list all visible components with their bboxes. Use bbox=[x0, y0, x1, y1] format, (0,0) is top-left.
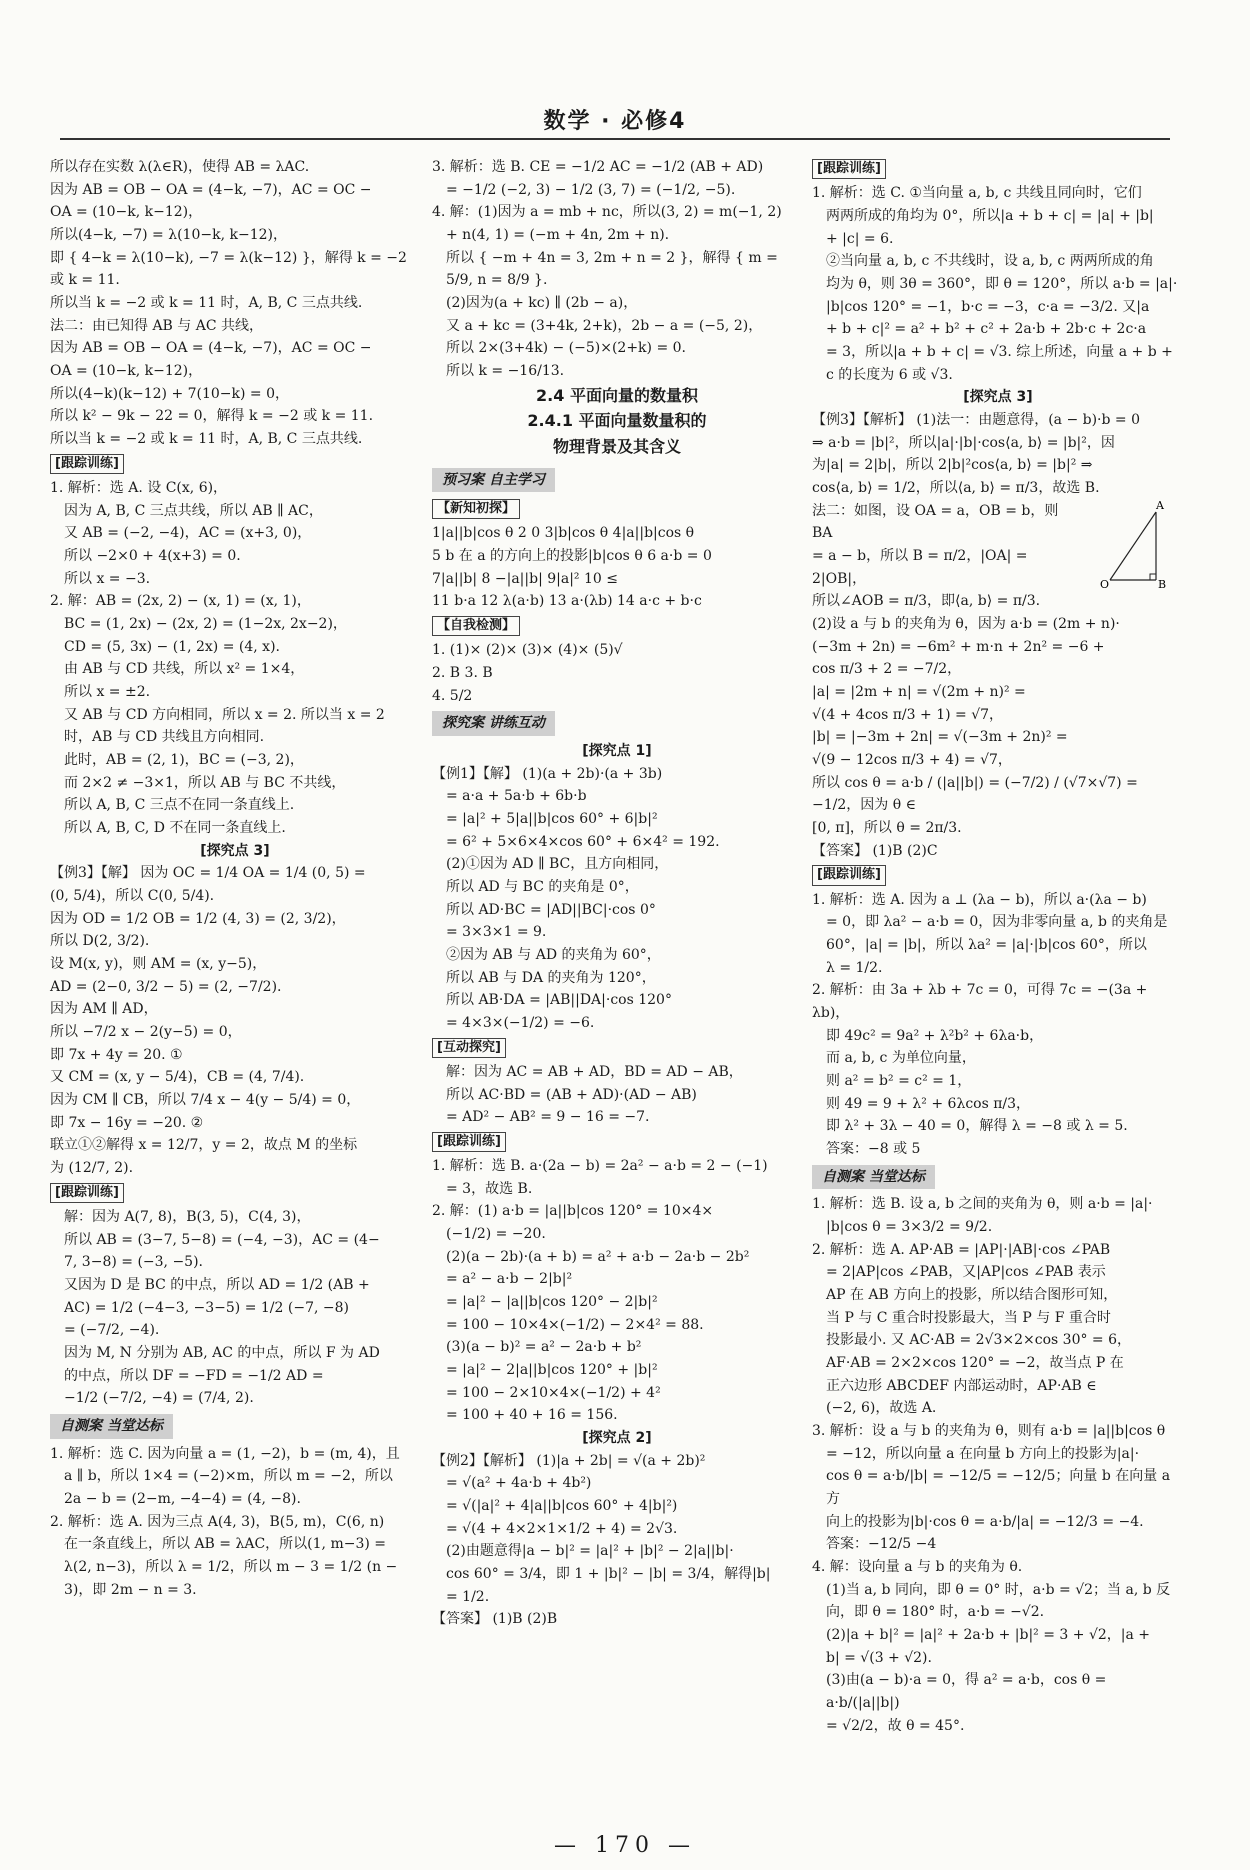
text-line: 1|a||b|cos θ 2 0 3|b|cos θ 4|a||b|cos θ bbox=[432, 525, 695, 542]
text-line: = a − b，所以 B = π/2，|OA| = 2|OB|， bbox=[812, 547, 1028, 587]
text-line: = |a|² − |a||b|cos 120° − 2|b|² bbox=[446, 1294, 658, 1311]
text-line: AC) = 1/2 (−4−3, −3−5) = 1/2 (−7, −8) bbox=[64, 1299, 349, 1316]
label-b: B bbox=[1158, 578, 1167, 590]
text-line: 所以 { −m + 4n = 3, 2m + n = 2 }，解得 { m = 5/9, n = 8/9 }. bbox=[446, 249, 778, 289]
text-line: OA = (10−k, k−12)， bbox=[50, 204, 203, 221]
section-tag: [跟踪训练] bbox=[812, 865, 886, 885]
text-line: 所以(4−k)(k−12) + 7(10−k) = 0， bbox=[50, 385, 290, 402]
text-line: (3)(a − b)² = a² − 2a·b + b² bbox=[446, 1339, 642, 1356]
text-line: √(9 − 12cos π/3 + 4) = √7， bbox=[812, 751, 1012, 768]
label-a: A bbox=[1156, 500, 1164, 512]
section-tag: [互动探究] bbox=[432, 1038, 506, 1058]
subsection-heading: 物理背景及其含义 bbox=[552, 436, 681, 456]
text-line: = √2/2，故 θ = 45°. bbox=[826, 1717, 965, 1734]
text-line: 所以 AB 与 DA 的夹角为 120°， bbox=[446, 969, 656, 986]
text-line: + |c| = 6. bbox=[826, 230, 894, 247]
text-line: 因为 AB = OB − OA = (4−k, −7)，AC = OC − bbox=[50, 181, 372, 198]
text-line: = 100 + 40 + 16 = 156. bbox=[446, 1407, 618, 1424]
text-line: BC = (1, 2x) − (2x, 2) = (1−2x, 2x−2)， bbox=[64, 615, 347, 632]
text-line: 由 AB 与 CD 共线，所以 x² = 1×4， bbox=[64, 661, 305, 678]
section-heading: [探究点 2] bbox=[582, 1430, 652, 1447]
text-line: AP 在 AB 方向上的投影，所以结合图形可知， bbox=[826, 1286, 1118, 1303]
text-line: 所以 AC·BD = (AB + AD)·(AD − AB) bbox=[446, 1086, 697, 1103]
section-banner: 探究案 讲练互动 bbox=[432, 711, 555, 736]
text-line: = 4×3×(−1/2) = −6. bbox=[446, 1014, 595, 1031]
text-line: 因为 OD = 1/2 OB = 1/2 (4, 3) = (2, 3/2)， bbox=[50, 910, 346, 927]
text-line: 【例2】【解析】 (1)|a + 2b| = √(a + 2b)² bbox=[432, 1452, 706, 1469]
text-line: [0, π]，所以 θ = 2π/3. bbox=[812, 820, 962, 836]
text-line: 1. 解析：选 B. 设 a, b 之间的夹角为 θ，则 a·b = |a|· bbox=[812, 1196, 1153, 1213]
text-line: (−1/2) = −20. bbox=[446, 1226, 546, 1243]
text-line: 1. 解析：选 A. 设 C(x, 6)， bbox=[50, 479, 228, 496]
column-left bbox=[50, 156, 420, 1601]
text-line: = AD² − AB² = 9 − 16 = −7. bbox=[446, 1109, 650, 1126]
text-line: 投影最小. 又 AC·AB = 2√3×2×cos 30° = 6， bbox=[826, 1332, 1132, 1349]
text-line: 又 AB 与 CD 方向相同，所以 x = 2. 所以当 x = 2 bbox=[64, 706, 385, 723]
section-tag: [跟踪训练] bbox=[50, 454, 124, 474]
text-line: 2. B 3. B bbox=[432, 664, 493, 681]
text-line: |b|cos 120° = −1，b·c = −3，c·a = −3/2. 又|a bbox=[826, 298, 1150, 315]
section-heading: [探究点 3] bbox=[963, 389, 1033, 406]
text-line: (2)由题意得|a − b|² = |a|² + |b|² − 2|a||b|· bbox=[446, 1543, 734, 1560]
text-line: 而 a, b, c 为单位向量， bbox=[826, 1050, 976, 1067]
text-line: λ(2, n−3)，所以 λ = 1/2，所以 m − 3 = 1/2 (n − bbox=[64, 1559, 398, 1576]
answer-line: 答案：−8 或 5 bbox=[826, 1140, 921, 1157]
text-line: b| = √(3 + √2). bbox=[826, 1649, 932, 1666]
text-line: 而 2×2 ≠ −3×1，所以 AB 与 BC 不共线， bbox=[64, 774, 346, 791]
text-line: 4. 解：(1)因为 a = mb + nc，所以(3, 2) = m(−1, 2) bbox=[432, 204, 782, 221]
text-line: 所以 cos θ = a·b / (|a||b|) = (−7/2) / (√7×√7) = −1/2，因为 θ ∈ bbox=[812, 774, 1138, 814]
text-line: 2a − b = (2−m, −4−4) = (4, −8). bbox=[64, 1491, 301, 1507]
text-line: 即 7x − 16y = −20. ② bbox=[50, 1114, 204, 1131]
text-line: 为 (12/7, 2). bbox=[50, 1160, 134, 1177]
text-line: 因为 AM ∥ AD， bbox=[50, 1001, 158, 1018]
text-line: (2)设 a 与 b 的夹角为 θ，因为 a·b = (2m + n)· bbox=[812, 615, 1120, 632]
text-line: 7|a||b| 8 −|a||b| 9|a|² 10 ≤ bbox=[432, 570, 618, 587]
text-line: 又 AB = (−2, −4)，AC = (x+3, 0)， bbox=[64, 525, 312, 542]
text-line: 1. 解析：选 B. a·(2a − b) = 2a² − a·b = 2 − (−1) bbox=[432, 1158, 768, 1175]
text-line: = 3，所以|a + b + c| = √3. 综上所述，向量 a + b + bbox=[826, 343, 1173, 360]
text-line: 60°，|a| = |b|，所以 λa² = |a|·|b|cos 60°，所以 bbox=[826, 936, 1147, 953]
page-title: 数学 · 必修4 bbox=[543, 109, 687, 134]
text-line: 则 a² = b² = c² = 1， bbox=[826, 1072, 972, 1089]
text-line: a ∥ b，所以 1×4 = (−2)×m，所以 m = −2，所以 bbox=[64, 1468, 393, 1485]
text-line: = 1/2. bbox=[446, 1588, 490, 1605]
text-line: + n(4, 1) = (−m + 4n, 2m + n). bbox=[446, 227, 670, 244]
text-line: 即 49c² = 9a² + λ²b² + 6λa·b， bbox=[826, 1027, 1044, 1044]
text-line: 向，即 θ = 180° 时，a·b = −√2. bbox=[826, 1604, 1045, 1621]
text-line: + b + c|² = a² + b² + c² + 2a·b + 2b·c + 2c·a bbox=[826, 321, 1147, 338]
text-line: 1. (1)× (2)× (3)× (4)× (5)√ bbox=[432, 642, 623, 659]
text-line: AF·AB = 2×2×cos 120° = −2，故当点 P 在 bbox=[826, 1354, 1124, 1371]
text-line: 所以 2×(3+4k) − (−5)×(2+k) = 0. bbox=[446, 340, 686, 357]
text-line: 法二：如图，设 OA = a，OB = b，则 BA bbox=[812, 502, 1059, 542]
text-line: 因为 CM ∥ CB，所以 7/4 x − 4(y − 5/4) = 0， bbox=[50, 1092, 361, 1109]
text-line: 在一条直线上，所以 AB = λAC，所以(1, m−3) = bbox=[64, 1536, 386, 1553]
text-line: 所以当 k = −2 或 k = 11 时，A, B, C 三点共线. bbox=[50, 431, 363, 448]
text-line: 2. 解析：选 A. 因为三点 A(4, 3)，B(5, m)，C(6, n) bbox=[50, 1513, 385, 1530]
text-line: 3. 解析：选 B. CE = −1/2 AC = −1/2 (AB + AD) bbox=[432, 159, 764, 175]
text-line: |b| = |−3m + 2n| = √(−3m + 2n)² = bbox=[812, 729, 1068, 746]
text-line: 7, 3−8) = (−3, −5). bbox=[64, 1254, 203, 1271]
text-line: 当 P 与 C 重合时投影最大，当 P 与 F 重合时 bbox=[826, 1309, 1111, 1326]
text-line: 所以 x = −3. bbox=[64, 570, 151, 587]
text-line: = 3，故选 B. bbox=[446, 1180, 533, 1197]
section-tag: [跟踪训练] bbox=[812, 159, 886, 179]
text-line: (2)①因为 AD ∥ BC，且方向相同， bbox=[446, 856, 669, 873]
text-line: 向上的投影为|b|·cos θ = a·b/|a| = −12/3 = −4. bbox=[826, 1513, 1144, 1530]
text-line: 因为 AB = OB − OA = (4−k, −7)，AC = OC − bbox=[50, 340, 372, 357]
text-line: 所以 −7/2 x − 2(y−5) = 0， bbox=[50, 1024, 242, 1041]
text-line: 所以 AB = (3−7, 5−8) = (−4, −3)，AC = (4− bbox=[64, 1231, 380, 1248]
text-line: 因为 A, B, C 三点共线，所以 AB ∥ AC， bbox=[64, 502, 323, 519]
section-heading: [探究点 3] bbox=[200, 842, 270, 859]
text-line: 为|a| = 2|b|，所以 2|b|²cos⟨a, b⟩ = |b|² ⇒ bbox=[812, 457, 1093, 474]
section-heading: 2.4 平面向量的数量积 bbox=[536, 385, 698, 405]
text-line: (0, 5/4)，所以 C(0, 5/4). bbox=[50, 888, 215, 905]
text-line: 又因为 D 是 BC 的中点，所以 AD = 1/2 (AB + bbox=[64, 1276, 370, 1293]
text-line: 【例3】【解】 因为 OC = 1/4 OA = 1/4 (0, 5) = bbox=[50, 865, 366, 882]
text-line: 又 CM = (x, y − 5/4)，CB = (4, 7/4). bbox=[50, 1069, 305, 1086]
text-line: 1. 解析：选 C. ①当向量 a, b, c 共线且同向时，它们 bbox=[812, 185, 1142, 202]
text-line: 所以∠AOB = π/3，即⟨a, b⟩ = π/3. bbox=[812, 593, 1041, 610]
text-line: √(4 + 4cos π/3 + 1) = √7， bbox=[812, 706, 1004, 723]
text-line: cos 60° = 3/4，即 1 + |b|² − |b| = 3/4，解得|b| bbox=[446, 1566, 771, 1583]
text-line: = 0，即 λa² − a·b = 0，因为非零向量 a, b 的夹角是 bbox=[826, 914, 1168, 931]
text-line: 1. 解析：选 A. 因为 a ⊥ (λa − b)，所以 a·(λa − b) bbox=[812, 891, 1147, 908]
text-line: 则 49 = 9 + λ² + 6λcos π/3， bbox=[826, 1095, 1031, 1112]
text-line: (−2, 6)，故选 A. bbox=[826, 1400, 937, 1417]
text-line: 3)，即 2m − n = 3. bbox=[64, 1581, 197, 1598]
text-line: = √(a² + 4a·b + 4b²) bbox=[446, 1475, 592, 1492]
text-line: (2)|a + b|² = |a|² + 2a·b + |b|² = 3 + √2，|a + bbox=[826, 1627, 1151, 1644]
text-line: 3. 解析：设 a 与 b 的夹角为 θ，则有 a·b = |a||b|cos θ bbox=[812, 1422, 1166, 1439]
text-line: 即 λ² + 3λ − 40 = 0，解得 λ = −8 或 λ = 5. bbox=[826, 1118, 1128, 1135]
text-line: 解：因为 A(7, 8)，B(3, 5)，C(4, 3)， bbox=[64, 1208, 311, 1225]
section-tag: [跟踪训练] bbox=[432, 1132, 506, 1152]
section-banner: 预习案 自主学习 bbox=[432, 468, 555, 493]
text-line: −1/2 (−7/2, −4) = (7/4, 2). bbox=[64, 1390, 254, 1407]
text-line: = −12，所以向量 a 在向量 b 方向上的投影为|a|· bbox=[826, 1445, 1140, 1462]
triangle-edge-oa bbox=[1110, 512, 1156, 580]
text-line: = 6² + 5×6×4×cos 60° + 6×4² = 192. bbox=[446, 833, 720, 850]
text-line: 4. 解：设向量 a 与 b 的夹角为 θ. bbox=[812, 1559, 1023, 1576]
text-line: 所以 k = −16/13. bbox=[446, 363, 565, 380]
subsection-heading: 2.4.1 平面向量数量积的 bbox=[527, 411, 707, 431]
text-line: 2. 解：(1) a·b = |a||b|cos 120° = 10×4× bbox=[432, 1203, 714, 1220]
section-tag: 【新知初探】 bbox=[432, 499, 520, 519]
text-line: 2. 解析：由 3a + λb + 7c = 0，可得 7c = −(3a + λb)， bbox=[812, 982, 1148, 1021]
text-line: (1)当 a, b 同向，即 θ = 0° 时，a·b = √2；当 a, b 反 bbox=[826, 1581, 1171, 1598]
text-line: |b|cos θ = 3×3/2 = 9/2. bbox=[826, 1218, 993, 1235]
text-line: (2)(a − 2b)·(a + b) = a² + a·b − 2a·b − 2b² bbox=[446, 1248, 750, 1265]
text-line: 即 { 4−k = λ(10−k), −7 = λ(k−12) }，解得 k = −2 或 k = 11. bbox=[50, 249, 407, 289]
right-angle-mark bbox=[1150, 574, 1156, 580]
text-line: ②当向量 a, b, c 不共线时，设 a, b, c 两两所成的角 bbox=[826, 253, 1154, 270]
text-line: = a·a + 5a·b + 6b·b bbox=[446, 788, 587, 805]
text-line: = |a|² − 2|a||b|cos 120° + |b|² bbox=[446, 1362, 658, 1379]
text-line: = 3×3×1 = 9. bbox=[446, 924, 547, 941]
text-line: 均为 θ，则 3θ = 360°，即 θ = 120°，所以 a·b = |a|· bbox=[826, 275, 1178, 292]
text-line: = |a|² + 5|a||b|cos 60° + 6|b|² bbox=[446, 810, 658, 827]
text-line: (2)因为(a + kc) ∥ (2b − a)， bbox=[446, 295, 638, 312]
text-line: 1. 解析：选 C. 因为向量 a = (1, −2)，b = (m, 4)，且 bbox=[50, 1445, 400, 1462]
text-line: = 2|AP|cos ∠PAB，又|AP|cos ∠PAB 表示 bbox=[826, 1264, 1106, 1281]
text-line: 又 a + kc = (3+4k, 2+k)，2b − a = (−5, 2)， bbox=[446, 317, 763, 334]
text-line: 2. 解：AB = (2x, 2) − (x, 1) = (x, 1)， bbox=[50, 593, 311, 610]
column-right bbox=[812, 156, 1184, 1737]
answer-line: 【答案】 (1)B (2)C bbox=[812, 842, 938, 859]
text-line: 2. 解析：选 A. AP·AB = |AP|·|AB|·cos ∠PAB bbox=[812, 1241, 1111, 1258]
text-line: 4. 5/2 bbox=[432, 687, 473, 704]
text-line: cos π/3 + 2 = −7/2， bbox=[812, 661, 962, 678]
text-line: 的中点，所以 DF = −FD = −1/2 AD = bbox=[64, 1367, 324, 1384]
text-line: 联立①②解得 x = 12/7，y = 2，故点 M 的坐标 bbox=[50, 1137, 358, 1154]
text-line: AD = (2−0, 3/2 − 5) = (2, −7/2). bbox=[50, 978, 282, 995]
text-line: ②因为 AB 与 AD 的夹角为 60°， bbox=[446, 946, 661, 963]
text-line: 【例1】【解】 (1)(a + 2b)·(a + 3b) bbox=[432, 765, 663, 782]
section-heading: [探究点 1] bbox=[582, 742, 652, 759]
text-line: 此时，AB = (2, 1)，BC = (−3, 2)， bbox=[64, 751, 304, 768]
answer-line: 答案：−12/5 −4 bbox=[826, 1536, 937, 1553]
text-line: 所以 D(2, 3/2). bbox=[50, 933, 150, 950]
text-line: 所以 A, B, C, D 不在同一条直线上. bbox=[64, 820, 286, 836]
text-line: 11 b·a 12 λ(a·b) 13 a·(λb) 14 a·c + b·c bbox=[432, 593, 702, 610]
text-line: 即 7x + 4y = 20. ① bbox=[50, 1046, 183, 1063]
answer-line: 【答案】 (1)B (2)B bbox=[432, 1611, 558, 1628]
text-line: ⇒ a·b = |b|²，所以|a|·|b|·cos⟨a, b⟩ = |b|²，因 bbox=[812, 434, 1115, 451]
text-line: = 100 − 10×4×(−1/2) − 2×4² = 88. bbox=[446, 1316, 704, 1333]
text-line: = a² − a·b − 2|b|² bbox=[446, 1271, 573, 1288]
text-line: cos⟨a, b⟩ = 1/2，所以⟨a, b⟩ = π/3，故选 B. bbox=[812, 479, 1100, 496]
text-line: c 的长度为 6 或 √3. bbox=[826, 366, 953, 383]
text-line: 所以 AB·DA = |AB||DA|·cos 120° bbox=[446, 992, 672, 1009]
section-tag: [跟踪训练] bbox=[50, 1183, 124, 1203]
text-line: = √(|a|² + 4|a||b|cos 60° + 4|b|²) bbox=[446, 1498, 678, 1515]
text-line: = √(4 + 4×2×1×1/2 + 4) = 2√3. bbox=[446, 1520, 678, 1537]
text-line: 所以 AD 与 BC 的夹角是 0°， bbox=[446, 878, 639, 895]
text-line: 解：因为 AC = AB + AD，BD = AD − AB， bbox=[446, 1063, 743, 1080]
section-banner: 自测案 当堂达标 bbox=[50, 1414, 173, 1439]
text-line: 法二：由已知得 AB 与 AC 共线， bbox=[50, 317, 264, 334]
text-line: 两两所成的角均为 0°，所以|a + b + c| = |a| + |b| bbox=[826, 207, 1154, 224]
text-line: 正六边形 ABCDEF 内部运动时，AP·AB ∈ bbox=[826, 1377, 1097, 1394]
text-line: 所以 x = ±2. bbox=[64, 683, 151, 700]
text-line: 所以当 k = −2 或 k = 11 时，A, B, C 三点共线. bbox=[50, 295, 363, 312]
column-middle bbox=[432, 156, 802, 1631]
header-rule bbox=[60, 138, 1170, 140]
text-line: 所以 AD·BC = |AD||BC|·cos 0° bbox=[446, 901, 656, 918]
text-line: OA = (10−k, k−12)， bbox=[50, 363, 203, 380]
text-line: 设 M(x, y)，则 AM = (x, y−5)， bbox=[50, 956, 267, 973]
page-header bbox=[60, 96, 1170, 146]
label-o: O bbox=[1100, 578, 1110, 590]
text-line: 所以 k² − 9k − 22 = 0，解得 k = −2 或 k = 11. bbox=[50, 408, 374, 425]
text-line: 所以(4−k, −7) = λ(10−k, k−12)， bbox=[50, 227, 287, 244]
text-line: λ = 1/2. bbox=[826, 959, 883, 976]
text-line: 所以存在实数 λ(λ∈R)，使得 AB = λAC. bbox=[50, 159, 310, 175]
text-line: 所以 −2×0 + 4(x+3) = 0. bbox=[64, 547, 241, 564]
text-line: = (−7/2, −4). bbox=[64, 1322, 160, 1339]
text-line: 5 b 在 a 的方向上的投影|b|cos θ 6 a·b = 0 bbox=[432, 548, 712, 565]
section-tag: 【自我检测】 bbox=[432, 616, 520, 636]
text-line: = 100 − 2×10×4×(−1/2) + 4² bbox=[446, 1384, 661, 1401]
section-banner: 自测案 当堂达标 bbox=[812, 1165, 935, 1190]
text-line: = −1/2 (−2, 3) − 1/2 (3, 7) = (−1/2, −5). bbox=[446, 181, 736, 198]
text-line: 因为 M, N 分别为 AB, AC 的中点，所以 F 为 AD bbox=[64, 1344, 380, 1361]
text-line: 【例3】【解析】 (1)法一：由题意得，(a − b)·b = 0 bbox=[812, 411, 1141, 428]
text-line: |a| = |2m + n| = √(2m + n)² = bbox=[812, 683, 1026, 700]
text-line: 时，AB 与 CD 共线且方向相同. bbox=[64, 729, 265, 746]
text-line: CD = (5, 3x) − (1, 2x) = (4, x). bbox=[64, 638, 280, 655]
text-line: 所以 A, B, C 三点不在同一条直线上. bbox=[64, 797, 295, 814]
text-line: (3)由(a − b)·a = 0，得 a² = a·b，cos θ = a·b/(|a||b|) bbox=[826, 1672, 1107, 1712]
page-number: — 170 — bbox=[554, 1833, 696, 1858]
text-line: cos θ = a·b/|b| = −12/5 = −12/5；向量 b 在向量 a 方 bbox=[826, 1468, 1171, 1507]
text-line: (−3m + 2n) = −6m² + m·n + 2n² = −6 + bbox=[812, 638, 1105, 655]
triangle-figure bbox=[1100, 500, 1170, 590]
